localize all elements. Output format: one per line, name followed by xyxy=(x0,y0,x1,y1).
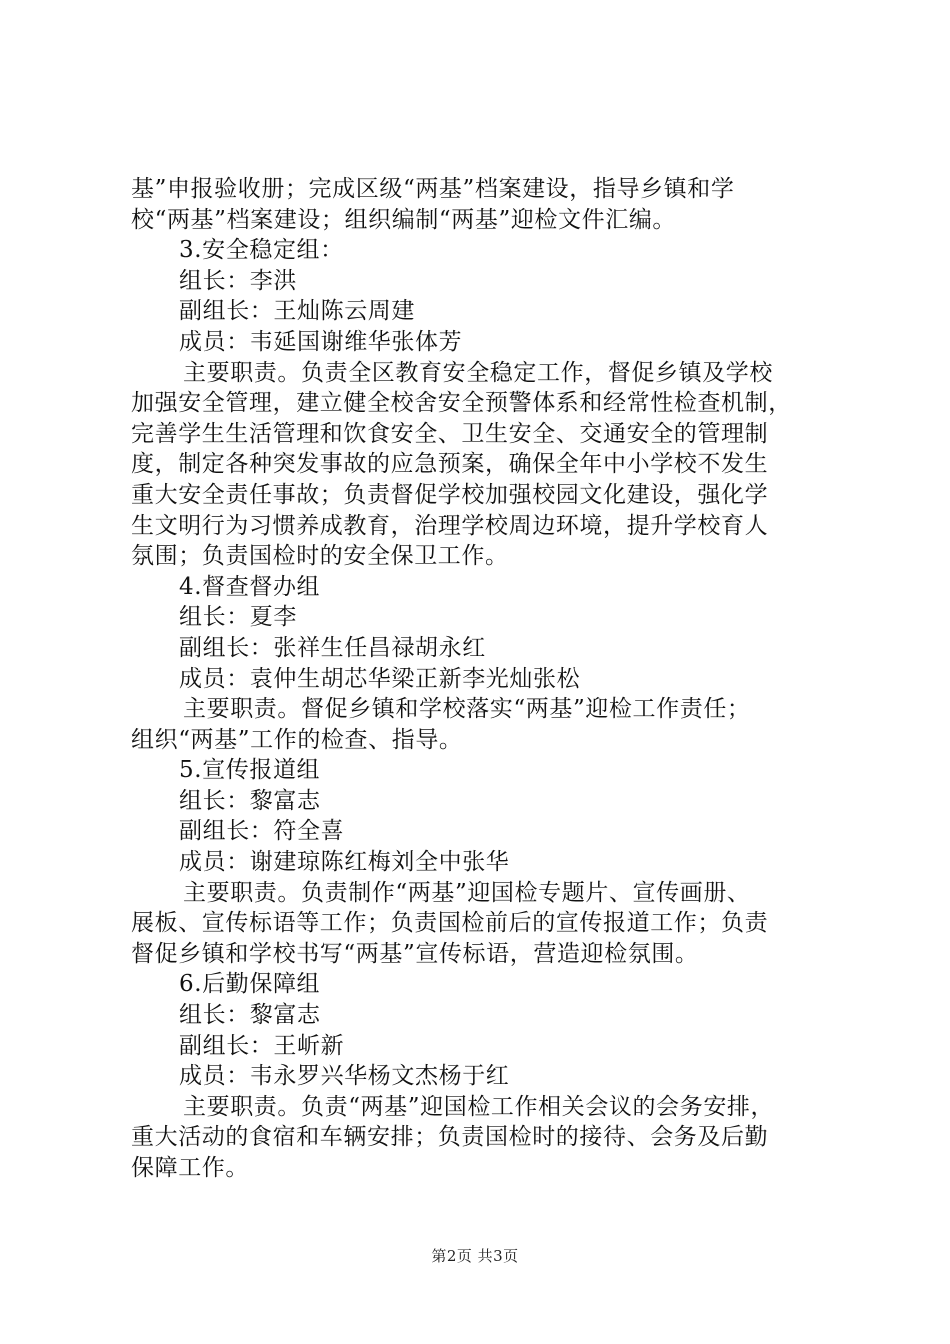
text-line: 组长：李洪 xyxy=(179,267,297,294)
text-line: 主要职责。负责制作“两基”迎国检专题片、宣传画册、 xyxy=(183,879,751,906)
text-line: 副组长：符全喜 xyxy=(179,818,345,845)
text-line: 完善学生生活管理和饮食安全、卫生安全、交通安全的管理制 xyxy=(131,420,769,447)
text-line: 督促乡镇和学校书写“两基”宣传标语，营造迎检氛围。 xyxy=(131,940,699,967)
text-line: 基”申报验收册；完成区级“两基”档案建设，指导乡镇和学 xyxy=(131,176,735,202)
text-line: 成员：韦永罗兴华杨文杰杨于红 xyxy=(179,1063,510,1090)
text-line: 成员：谢建琼陈红梅刘全中张华 xyxy=(179,849,510,876)
text-line: 副组长：王岓新 xyxy=(179,1032,345,1059)
text-line: 主要职责。督促乡镇和学校落实“两基”迎检工作责任； xyxy=(183,696,751,723)
text-line: 副组长：张祥生任昌禄胡永红 xyxy=(179,634,486,661)
text-line: 重大安全责任事故；负责督促学校加强校园文化建设，强化学 xyxy=(131,481,769,508)
text-line: 校“两基”档案建设；组织编制“两基”迎检文件汇编。 xyxy=(131,206,677,233)
text-line: 保障工作。 xyxy=(131,1155,249,1181)
text-line: 6.后勤保障组 xyxy=(179,971,321,998)
text-line: 氛围；负责国检时的安全保卫工作。 xyxy=(131,543,509,570)
page-footer xyxy=(0,1245,950,1266)
text-line: 组织“两基”工作的检查、指导。 xyxy=(131,726,463,753)
text-line: 组长：黎富志 xyxy=(179,1002,321,1029)
text-line: 度，制定各种突发事故的应急预案，确保全年中小学校不发生 xyxy=(131,451,769,478)
text-line: 展板、宣传标语等工作；负责国检前后的宣传报道工作；负责 xyxy=(131,910,769,937)
text-line: 主要职责。负责“两基”迎国检工作相关会议的会务安排， xyxy=(183,1093,775,1120)
text-line: 4.督查督办组 xyxy=(179,573,321,600)
text-line: 组长：夏李 xyxy=(179,604,297,631)
text-line: 生文明行为习惯养成教育，治理学校周边环境，提升学校育人 xyxy=(131,512,769,539)
text-line: 成员：韦延国谢维华张体芳 xyxy=(179,328,463,355)
text-line: 5.宣传报道组 xyxy=(179,757,321,784)
text-line: 副组长：王灿陈云周建 xyxy=(179,298,415,325)
document-body xyxy=(131,174,831,1184)
page-number-label: 第2页 共3页 xyxy=(431,1247,519,1265)
text-line: 3.安全稳定组： xyxy=(179,237,344,264)
text-line: 组长：黎富志 xyxy=(179,787,321,814)
text-line: 重大活动的食宿和车辆安排；负责国检时的接待、会务及后勤 xyxy=(131,1124,769,1151)
text-line: 加强安全管理，建立健全校舍安全预警体系和经常性检查机制， xyxy=(131,390,792,417)
text-line: 主要职责。负责全区教育安全稳定工作，督促乡镇及学校 xyxy=(183,359,773,386)
text-line: 成员：袁仲生胡芯华梁正新李光灿张松 xyxy=(179,665,581,692)
